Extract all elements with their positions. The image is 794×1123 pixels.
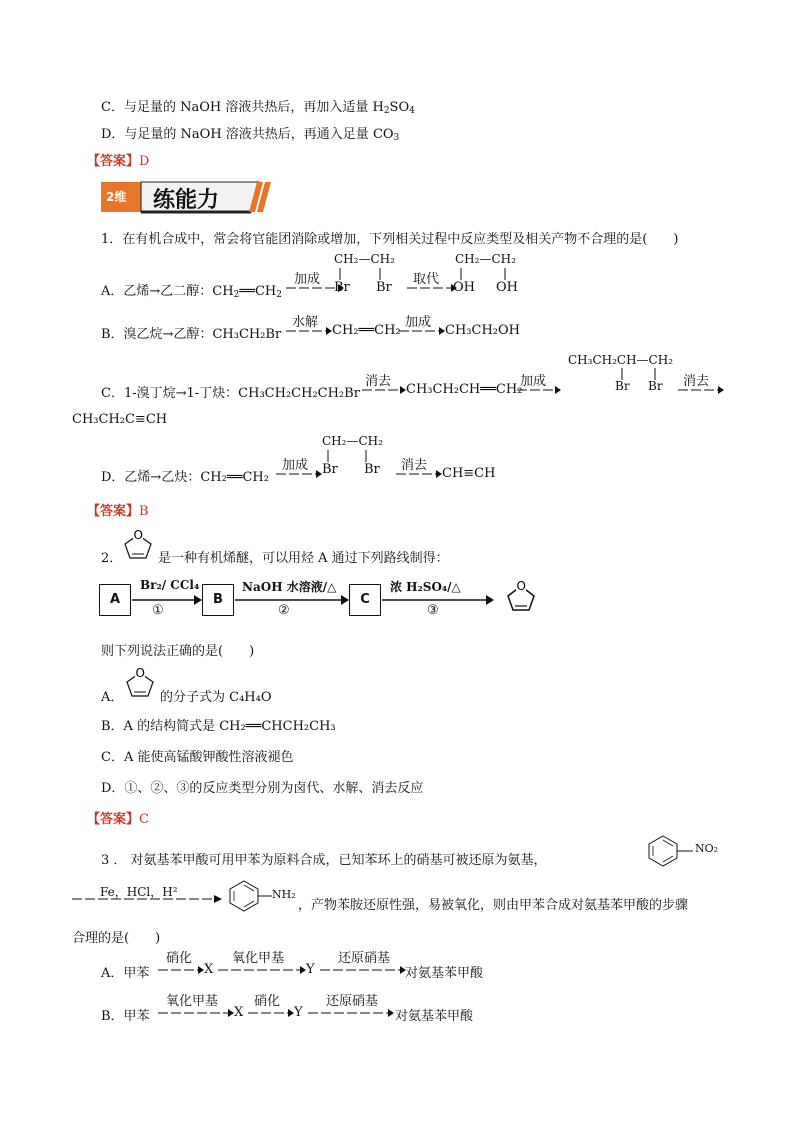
q1-d-label1: 加成 xyxy=(282,458,309,473)
q2-arrow1 xyxy=(132,594,202,606)
q1-b-mid: CH₂══CH₂ xyxy=(332,323,401,338)
q1-a-br2: Br xyxy=(376,280,392,295)
q1-stem: 1．在有机合成中，常会将官能团消除或增加，下列相关过程中反应类型及相关产物不合理的是( ) xyxy=(101,232,679,247)
q3-reagent-arrow xyxy=(72,893,222,905)
q3-option-a: A．甲苯 xyxy=(101,966,150,981)
q1-answer: 【答案】B xyxy=(87,504,149,519)
q3-b-l2: 硝化 xyxy=(254,994,281,1009)
q3-stem: 3 ． 对氨基苯甲酸可用甲苯为原料合成，已知苯环上的硝基可被还原为氨基， xyxy=(101,853,547,868)
q2-arrow2 xyxy=(235,594,349,606)
q1-d-br1: Br xyxy=(322,462,338,477)
q1-c-top: CH₃CH₂CH—CH₂ xyxy=(568,353,674,367)
q3-stem3: 合理的是( ) xyxy=(72,931,161,946)
q3-a-arrow2 xyxy=(218,964,306,976)
q2-step2: NaOH 水溶液/△ xyxy=(242,580,337,594)
q1-a-label1: 加成 xyxy=(294,272,321,287)
section-banner xyxy=(101,180,271,213)
q1-option-a: A．乙烯→乙二醇：$CH_2══CH_2$ xyxy=(101,284,282,300)
q2-option-a: 的分子式为 C₄H₄O xyxy=(160,690,272,705)
q-prev-option-d: D．与足量的 NaOH 溶液共热后，再通入足量 $CO_3$ xyxy=(101,127,400,143)
q3-b-arrow2 xyxy=(248,1007,294,1019)
q2-box-c: C xyxy=(349,584,381,616)
q1-a-top2: CH₂—CH₂ xyxy=(455,252,516,266)
q-prev-answer: 【答案】D xyxy=(87,154,150,169)
q3-a-l2: 氧化甲基 xyxy=(232,951,285,966)
q3-b-y: Y xyxy=(294,1005,303,1020)
furan-ring-icon xyxy=(500,578,542,614)
benzene-ring-icon xyxy=(222,878,272,914)
q1-a-oh2: OH xyxy=(496,280,518,295)
q1-d-br2: Br xyxy=(364,462,380,477)
q3-reagent: Fe，HCl，H² xyxy=(100,885,178,899)
q-prev-option-c: C．与足量的 NaOH 溶液共热后，再加入适量 $H_2SO_4$ xyxy=(101,100,415,116)
q3-b-l1: 氧化甲基 xyxy=(166,994,219,1009)
q2-step2-num: ② xyxy=(278,603,290,618)
q2-step3: 浓 H₂SO₄/△ xyxy=(390,580,461,594)
q3-a-l1: 硝化 xyxy=(166,951,193,966)
svg-text:O: O xyxy=(516,579,526,593)
q3-a-arrow3 xyxy=(320,964,406,976)
q2-step3-num: ③ xyxy=(427,603,439,618)
q3-b-l3: 还原硝基 xyxy=(326,994,379,1009)
q1-d-top: CH₂—CH₂ xyxy=(322,434,383,448)
q3-stem2: ，产物苯胺还原性强，易被氧化，则由甲苯合成对氨基苯甲酸的步骤 xyxy=(298,898,689,913)
q1-c-label3: 消去 xyxy=(683,374,710,389)
benzene-ring-icon xyxy=(645,833,695,867)
q1-option-c: C．1-溴丁烷→1-丁炔：CH₃CH₂CH₂CH₂Br xyxy=(101,386,360,401)
svg-text:O: O xyxy=(133,528,143,542)
q2-box-b: B xyxy=(202,584,234,616)
q1-a-oh1: OH xyxy=(453,280,475,295)
q1-c-br2: Br xyxy=(648,379,663,393)
q3-b-arrow3 xyxy=(308,1007,394,1019)
q3-option-b: B．甲苯 xyxy=(101,1009,150,1024)
q2-option-b: B．A 的结构简式是 CH₂══CHCH₂CH₃ xyxy=(101,719,336,734)
banner-title: 练能力 xyxy=(153,188,220,213)
q1-c-label2: 加成 xyxy=(520,374,547,389)
q3-a-l3: 还原硝基 xyxy=(338,951,391,966)
q2-option-c: C．A 能使高锰酸钾酸性溶液褪色 xyxy=(101,750,294,765)
q1-b-label2: 加成 xyxy=(405,315,432,330)
q1-b-label1: 水解 xyxy=(292,315,319,330)
q3-b-x: X xyxy=(234,1005,244,1020)
q1-c-label1: 消去 xyxy=(365,374,392,389)
q3-no2: NO₂ xyxy=(695,842,719,855)
q1-c-end: CH₃CH₂C≡CH xyxy=(72,412,168,427)
q2-option-a-prefix: A． xyxy=(101,690,124,705)
q1-a-top1: CH₂—CH₂ xyxy=(334,252,395,266)
q1-b-end: CH₃CH₂OH xyxy=(445,323,520,338)
q3-a-y: Y xyxy=(306,962,315,977)
q2-answer: 【答案】C xyxy=(87,812,149,827)
q3-a-end: 对氨基苯甲酸 xyxy=(405,966,484,981)
furan-ring-icon xyxy=(120,665,160,699)
q1-option-d: D．乙烯→乙炔：CH₂══CH₂ xyxy=(101,470,269,485)
banner-badge: 2维 xyxy=(106,190,127,204)
q3-b-end: 对氨基苯甲酸 xyxy=(395,1009,474,1024)
q2-stem-num: 2． xyxy=(101,551,123,566)
q1-a-br1: Br xyxy=(334,280,350,295)
q1-a-label2: 取代 xyxy=(413,272,440,287)
q1-d-label2: 消去 xyxy=(401,458,428,473)
q3-b-arrow1 xyxy=(158,1007,234,1019)
q1-c-mid: CH₃CH₂CH══CH₂ xyxy=(406,382,523,397)
q1-option-b: B．溴乙烷→乙醇：CH₃CH₂Br xyxy=(101,327,282,342)
q2-step1-num: ① xyxy=(152,603,164,618)
q3-nh2: NH₂ xyxy=(272,888,296,901)
q3-a-x: X xyxy=(204,962,214,977)
svg-text:O: O xyxy=(135,666,145,680)
furan-ring-icon xyxy=(118,527,158,561)
q1-d-end: CH≡CH xyxy=(442,466,496,481)
q2-step1: Br₂/ CCl₄ xyxy=(140,578,200,592)
q2-box-a: A xyxy=(99,584,131,616)
q2-option-d: D．①、②、③的反应类型分别为卤代、水解、消去反应 xyxy=(101,781,424,796)
q2-ask: 则下列说法正确的是( ) xyxy=(101,644,255,659)
q2-stem: 是一种有机烯醚，可以用烃 A 通过下列路线制得： xyxy=(158,551,449,566)
q3-a-arrow1 xyxy=(158,964,204,976)
q1-c-br1: Br xyxy=(615,379,630,393)
